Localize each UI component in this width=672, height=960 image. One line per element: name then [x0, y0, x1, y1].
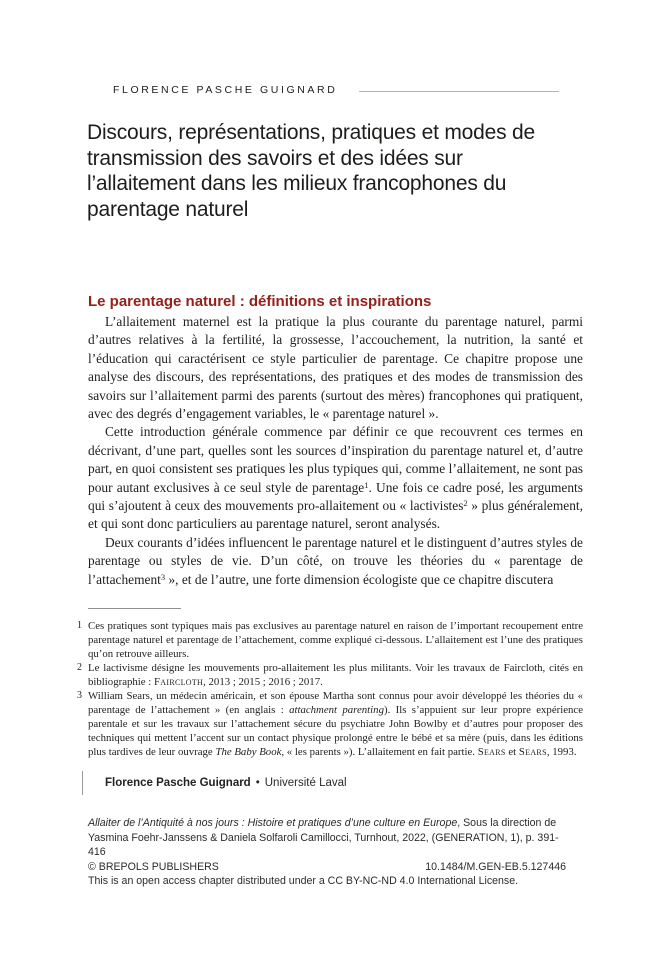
footnote-text: Le lactivisme désigne les mouvements pro-allaitement les plus militants. Voir les travaux de Faircloth, cités en bibliographie : Faircloth, 2013 ; 2015 ; 2016 ; 2017. — [88, 662, 583, 688]
footnote — [77, 619, 583, 661]
footnote-text: Ces pratiques sont typiques mais pas exclusives au parentage naturel en raison de l’important recoupement entre parentage naturel et parentage de l’attachement, comme expliqué ci-dessous. L’allaitement est l’une des pratiques qu’on retrouve ailleurs. — [88, 620, 583, 660]
imprint-block — [88, 816, 566, 889]
footnote — [77, 689, 583, 759]
affiliation-institution: Université Laval — [264, 777, 347, 789]
citation-line: Allaiter de l’Antiquité à nos jours : Histoire et pratiques d’une culture en Europe, Sous la direction de Yasmina Foehr-Janssens & Daniela Solfaroli Camillocci, Turnhout, 2022, (GENERATION, 1), p. 391-416 — [88, 817, 559, 859]
footnote — [77, 661, 583, 689]
footnote-number: 1 — [77, 620, 82, 631]
paragraph: Cette introduction générale commence par définir ce que recouvrent ces termes en décrivant, d’une part, quelles sont les sources d’inspiration du parentage naturel et, d’autre part, en quoi consistent ses pratiques les plus typiques qui, comme l’allaitement, ne sont pas pour autant exclusives à ce seul style de parentage$^1$. Une fois ce cadre posé, les arguments qui s’ajoutent à ceux des mouvements pro-allaitement ou « lactivistes$^2$ » plus généralement, et qui sont donc particuliers au parentage naturel, seront analysés. — [88, 424, 583, 532]
footnote-number: 2 — [77, 662, 82, 673]
section-heading: Le parentage naturel : définitions et inspirations — [88, 293, 432, 311]
running-head-rule — [359, 91, 559, 92]
running-head-author: FLORENCE PASCHE GUIGNARD — [113, 84, 338, 96]
affiliation-rule — [82, 771, 83, 795]
footnote-number: 3 — [77, 690, 82, 701]
chapter-title: Discours, représentations, pratiques et modes de transmission des savoirs et des idées sur l’allaitement dans les milieux francophones du parentage naturel — [87, 121, 535, 221]
license-line: This is an open access chapter distributed under a CC BY-NC-ND 4.0 International License. — [88, 875, 519, 888]
publisher-line: © BREPOLS PUBLISHERS — [88, 860, 219, 873]
doi: 10.1484/M.GEN-EB.5.127446 — [425, 860, 566, 873]
publisher-doi-row — [88, 860, 566, 875]
affiliation-author-name: Florence Pasche Guignard — [105, 777, 251, 789]
author-affiliation — [88, 771, 505, 795]
footnote-text: William Sears, un médecin américain, et son épouse Martha sont connus pour avoir développé les théories du « parentage de l’attachement » (en anglais : attachment parenting). Ils s’appuient sur leur propre expérience parentale et sur les travaux sur l’attachement sécure du psychiatre John Bowlby et d’autres pour proposer des techniques qui mettent l’accent sur un contact physique prolongé entre le bébé et sa mère (puis, dans les éditions plus tardives de leur ouvrage The Baby Book, « les parents »). L’allaitement en fait partie. Sears et Sears, 1993. — [88, 690, 583, 758]
running-head — [113, 84, 533, 96]
footnote-separator-rule — [88, 608, 181, 609]
affiliation-bullet: • — [255, 777, 260, 789]
footnotes — [77, 619, 583, 759]
paragraph: L’allaitement maternel est la pratique la plus courante du parentage naturel, parmi d’autres relatives à la fertilité, la grossesse, l’accouchement, la nutrition, la santé et l’éducation qui caractérisent ce style particulier de parentage. Ce chapitre propose une analyse des discours, des représentations, des pratiques et des modes de transmission des savoirs sur l’allaitement parmi des parents (surtout des mères) francophones qui pratiquent, avec des degrés d’engagement variables, le « parentage naturel ». — [88, 314, 583, 422]
body-text — [88, 313, 583, 589]
paragraph: Deux courants d’idées influencent le parentage naturel et le distinguent d’autres styles de parentage ou styles de vie. D’un côté, on trouve les théories du « parentage de l’attachement$^3$ », et de l’autre, une forte dimension écologiste que ce chapitre discutera — [88, 534, 583, 587]
